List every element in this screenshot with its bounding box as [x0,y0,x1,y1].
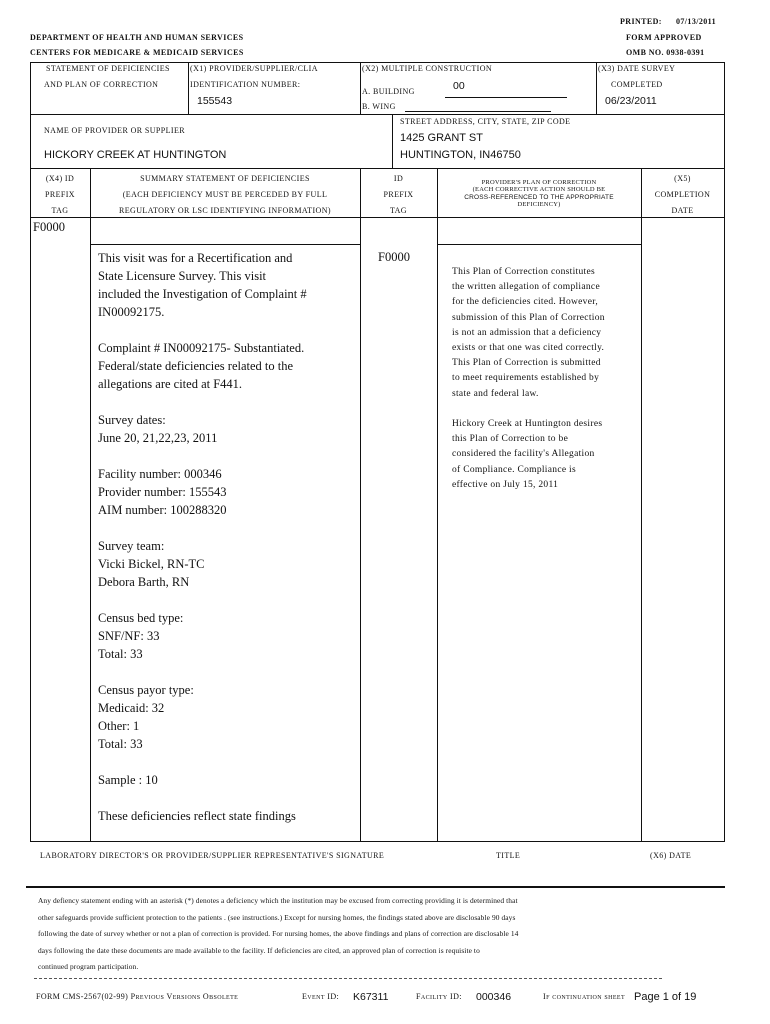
provider-name-label: NAME OF PROVIDER OR SUPPLIER [44,126,185,135]
building-value: 00 [453,80,465,92]
disclaimer-text: Any defiency statement ending with an asterisk (*) denotes a deficiency which the institution may be excused from correcting providing it is determined that other safeguards provide sufficient protection to the patients . (see instructions.) Except for nursing homes, the findings stated above are disclosable 90 days following the date of survey whether or not a plan of correction is provided. For nursing homes, the above findings and plans of correction are disclosable 14 days following the date these documents are made available to the facility. If deficiencies are cited, an approved plan of correction is requisite to continued program participation. [38,896,519,972]
provider-name-value: HICKORY CREEK AT HUNTINGTON [44,149,227,161]
signature-label: LABORATORY DIRECTOR'S OR PROVIDER/SUPPLIER REPRESENTATIVE'S SIGNATURE [40,851,385,860]
event-id-label: Event ID: [302,992,340,1001]
left-prefix-tag: F0000 [33,220,65,234]
x1-identification-label: IDENTIFICATION NUMBER: [190,80,301,89]
summary-statement-text: This visit was for a Recertification and State Licensure Survey. This visit included the Investigation of Complaint # IN00092175. Complaint # IN00092175- Substantiated. Federal/state deficiencies related to the allegations are cited at F441. Survey dates: June 20, 21,22,23, 2011 Facility number: 000346 Provider number: 155543 AIM number: 100288320 Survey team: Vicki Bickel, RN-TC Debora Barth, RN Census bed type: SNF/NF: 33 Total: 33 Census payor type: Medicaid: 32 Other: 1 Total: 33 Sample : 10 These deficiencies reflect state findings [98,251,307,823]
department-name: DEPARTMENT OF HEALTH AND HUMAN SERVICES [30,33,244,42]
right-prefix-tag: F0000 [378,250,410,264]
continuation-label: If continuation sheet [543,992,626,1001]
form-number: FORM CMS-2567(02-99) Previous Versions Obsolete [36,992,239,1001]
title-label: TITLE [496,851,521,860]
statement-label: STATEMENT OF DEFICIENCIES [46,64,170,73]
plan-of-correction-text: This Plan of Correction constitutes the written allegation of compliance for the deficiencies cited. However, submission of this Plan of Correction is not an admission that a deficiency exists or that one was cited correctly. This Plan of Correction is submitted to meet requirements established by state and federal law. Hickory Creek at Huntington desires this Plan of Correction to be considered the facility's Allegation of Compliance. Compliance is effective on July 15, 2011 [452,267,605,490]
facility-id-label: Facility ID: [416,992,462,1001]
survey-date-value: 06/23/2011 [605,95,657,107]
x3-completed-label: COMPLETED [611,80,663,89]
x5-header: (X5) COMPLETION DATE [654,174,711,215]
centers-name: CENTERS FOR MEDICARE & MEDICAID SERVICES [30,48,244,57]
address-line2: HUNTINGTON, IN46750 [400,149,521,161]
address-line1: 1425 GRANT ST [400,132,483,144]
form-approved: FORM APPROVED [626,33,702,42]
omb-number: OMB NO. 0938-0391 [626,48,705,57]
x1-label: (X1) PROVIDER/SUPPLIER/CLIA [190,64,318,73]
building-label: A. BUILDING [362,87,415,96]
printed-label: PRINTED: [620,17,662,26]
x2-label: (X2) MULTIPLE CONSTRUCTION [362,64,493,73]
x3-label: (X3) DATE SURVEY [598,64,676,73]
x4-header: (X4) ID PREFIX TAG [45,174,75,215]
wing-label: B. WING [362,102,396,111]
address-label: STREET ADDRESS, CITY, STATE, ZIP CODE [400,117,571,126]
page-number: Page 1 of 19 [634,991,697,1003]
printed-date: 07/13/2011 [676,17,717,26]
facility-id-value: 000346 [476,991,512,1003]
summary-header: SUMMARY STATEMENT OF DEFICIENCIES (EACH DEFICIENCY MUST BE PERCEDED BY FULL REGULATORY OR LSC IDENTIFYING INFORMATION) [119,174,331,215]
provider-id-value: 155543 [197,95,233,107]
id-prefix-header: ID PREFIX TAG [383,174,414,215]
x6-date-label: (X6) DATE [650,851,692,860]
plan-header: PROVIDER'S PLAN OF CORRECTION (EACH CORRECTIVE ACTION SHOULD BE CROSS-REFERENCED TO THE APPROPRIATE DEFICIENCY) [464,179,614,209]
plan-of-correction-label: AND PLAN OF CORRECTION [44,80,159,89]
disclaimer-divider [34,978,662,979]
event-id-value: K67311 [353,991,389,1003]
